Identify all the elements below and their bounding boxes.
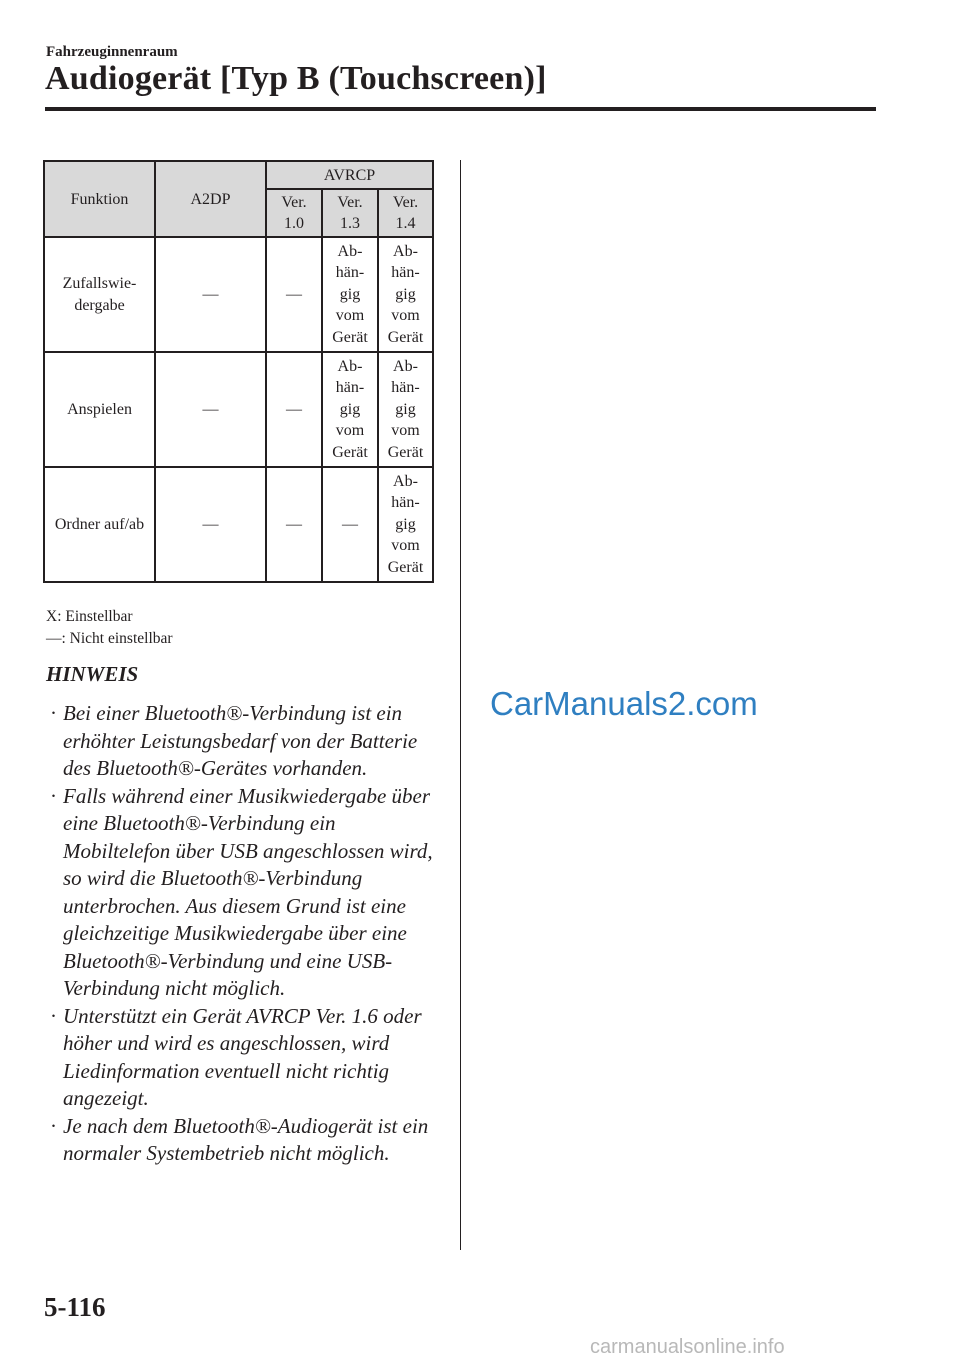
table-row <box>44 237 433 352</box>
note-text: Je nach dem Bluetooth®-Audiogerät ist ein normaler Systembetrieb nicht möglich. <box>63 1113 429 1165</box>
value-cell: Ab- hän- gig vom Gerät <box>378 237 433 352</box>
value-cell: — <box>266 352 322 467</box>
bullet: · <box>50 1113 57 1138</box>
note-item <box>46 1003 446 1113</box>
header-ver-1-3: Ver. 1.3 <box>322 189 378 237</box>
table-row <box>44 352 433 467</box>
page-number: 5-116 <box>44 1292 106 1322</box>
legend-settable: X: Einstellbar <box>46 608 133 625</box>
note-item <box>46 783 446 1003</box>
value-cell: — <box>155 237 266 352</box>
section-label: Fahrzeuginnenraum <box>46 44 178 60</box>
bullet: · <box>50 1003 57 1028</box>
note-item <box>46 1113 446 1168</box>
value-cell: — <box>322 467 378 582</box>
function-cell: Anspielen <box>44 352 155 467</box>
note-item <box>46 700 446 783</box>
value-cell: Ab- hän- gig vom Gerät <box>378 467 433 582</box>
table-legend <box>46 606 173 650</box>
value-cell: Ab- hän- gig vom Gerät <box>322 352 378 467</box>
note-list <box>46 700 446 1168</box>
function-cell: Ordner auf/ab <box>44 467 155 582</box>
value-cell: — <box>266 237 322 352</box>
function-cell: Zufallswie- dergabe <box>44 237 155 352</box>
footer-watermark: carmanualsonline.info <box>590 1336 785 1358</box>
page-title: Audiogerät [Typ B (Touchscreen)] <box>45 60 547 97</box>
table-row <box>44 467 433 582</box>
value-cell: — <box>155 467 266 582</box>
note-heading: HINWEIS <box>46 662 139 686</box>
value-cell: — <box>155 352 266 467</box>
title-rule <box>45 107 876 111</box>
value-cell: Ab- hän- gig vom Gerät <box>322 237 378 352</box>
bullet: · <box>50 783 57 808</box>
profile-table <box>43 160 434 583</box>
note-text: Bei einer Bluetooth®-Verbindung ist ein erhöhter Leistungsbedarf von der Batterie des Bluetooth®-Gerätes vorhanden. <box>63 701 418 780</box>
note-text: Falls während einer Musikwiedergabe über eine Bluetooth®-Verbindung ein Mobiltelefon über USB angeschlossen wird, so wird die Bluetooth®-Verbindung unterbrochen. Aus diesem Grund ist eine gleichzeitige Musikwiedergabe über eine Bluetooth®-Verbindung und eine USB-Verbindung nicht möglich. <box>63 783 433 1000</box>
legend-not-settable: —: Nicht einstellbar <box>46 630 173 647</box>
header-function: Funktion <box>44 161 155 237</box>
value-cell: Ab- hän- gig vom Gerät <box>378 352 433 467</box>
header-avrcp: AVRCP <box>266 161 433 189</box>
header-a2dp: A2DP <box>155 161 266 237</box>
header-ver-1-4: Ver. 1.4 <box>378 189 433 237</box>
value-cell: — <box>266 467 322 582</box>
column-divider <box>460 160 461 1250</box>
note-text: Unterstützt ein Gerät AVRCP Ver. 1.6 oder höher und wird es angeschlossen, wird Liedinformation eventuell nicht richtig angezeigt. <box>63 1003 422 1110</box>
bullet: · <box>50 701 57 725</box>
watermark: CarManuals2.com <box>490 685 758 722</box>
header-ver-1-0: Ver. 1.0 <box>266 189 322 237</box>
